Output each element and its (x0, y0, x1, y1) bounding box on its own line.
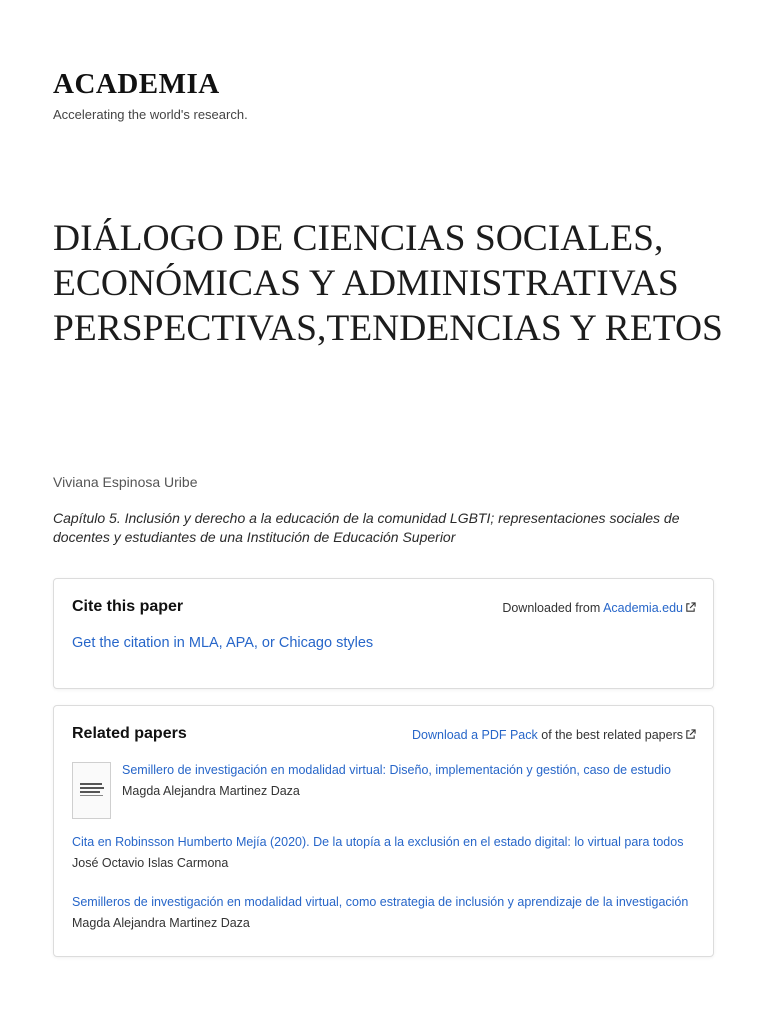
related-item-author: José Octavio Islas Carmona (72, 856, 229, 870)
paper-title: DIÁLOGO DE CIENCIAS SOCIALES, ECONÓMICAS Y ADMINISTRATIVAS PERSPECTIVAS,TENDENCIAS Y RETOS (53, 218, 723, 349)
related-item-author: Magda Alejandra Martinez Daza (122, 784, 300, 798)
get-citation-link[interactable]: Get the citation in MLA, APA, or Chicago styles (72, 635, 374, 651)
cite-heading: Cite this paper (72, 598, 184, 615)
paper-thumbnail[interactable] (72, 762, 111, 819)
paper-author: Viviana Espinosa Uribe (53, 474, 198, 490)
related-item (72, 894, 696, 932)
related-heading: Related papers (72, 725, 187, 742)
academia-logo[interactable]: ACADEMIA (53, 68, 220, 100)
cite-this-paper-card (53, 578, 714, 689)
pdf-pack-suffix: of the best related papers (537, 728, 683, 742)
related-item-title[interactable]: Cita en Robinsson Humberto Mejía (2020). De la utopía a la exclusión en el estado digital: lo virtual para todos (72, 835, 684, 849)
related-item-title[interactable]: Semillero de investigación en modalidad virtual: Diseño, implementación y gestión, caso de estudio (122, 763, 671, 777)
academia-edu-link[interactable]: Academia.edu (603, 601, 683, 615)
paper-subtitle: Capítulo 5. Inclusión y derecho a la educación de la comunidad LGBTI; representaciones sociales de docentes y estudiantes de una Institución de Educación Superior (53, 510, 680, 545)
related-papers-card (53, 705, 714, 957)
related-item (72, 834, 696, 872)
download-pdf-pack-link[interactable]: Download a PDF Pack (412, 728, 538, 742)
related-item-title[interactable]: Semilleros de investigación en modalidad virtual, como estrategia de inclusión y aprendizaje de la investigación (72, 895, 689, 909)
pdf-pack-note (412, 728, 696, 742)
external-link-icon[interactable] (685, 602, 696, 613)
external-link-icon[interactable] (685, 729, 696, 740)
downloaded-prefix: Downloaded from (502, 601, 604, 615)
downloaded-from-note (502, 601, 696, 615)
tagline: Accelerating the world's research. (53, 107, 248, 122)
related-item-author: Magda Alejandra Martinez Daza (72, 916, 250, 930)
